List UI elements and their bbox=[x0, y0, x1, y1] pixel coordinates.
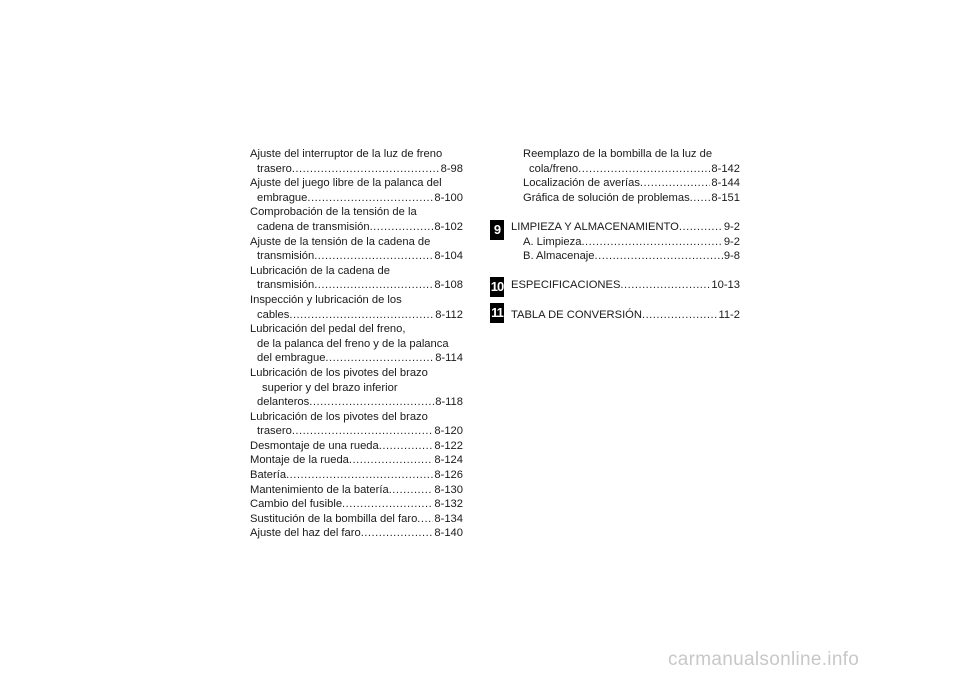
chapter-tab-10: 10 bbox=[490, 277, 504, 297]
toc-entry-title: del embrague bbox=[257, 352, 326, 365]
toc-line bbox=[511, 235, 740, 250]
toc-page-number: 8-102 bbox=[434, 220, 463, 233]
toc-page-number: 9-2 bbox=[723, 220, 740, 233]
toc-entry-title: Reemplazo de la bombilla de la luz de bbox=[523, 148, 713, 160]
toc-entry-title: cables bbox=[257, 308, 290, 321]
toc-entry-title: embrague bbox=[257, 191, 308, 204]
toc-page-number: 9-2 bbox=[723, 235, 740, 248]
dot-leader bbox=[361, 526, 434, 541]
dot-leader bbox=[690, 191, 711, 206]
toc-page-number: 11-2 bbox=[718, 308, 740, 321]
toc-line bbox=[511, 278, 740, 293]
toc-line bbox=[250, 337, 463, 352]
toc-line bbox=[250, 468, 463, 483]
toc-line bbox=[250, 220, 463, 235]
toc-entry-title: Lubricación de los pivotes del brazo bbox=[250, 410, 428, 423]
chapter-tab-9: 9 bbox=[490, 220, 504, 240]
dot-leader bbox=[289, 308, 434, 323]
toc-section-title: ESPECIFICACIONES bbox=[511, 279, 621, 292]
toc-page-number: 8-122 bbox=[434, 439, 463, 452]
section-gap bbox=[511, 293, 740, 308]
toc-line bbox=[250, 351, 463, 366]
toc-page-number: 8-100 bbox=[434, 191, 463, 204]
toc-page-number: 8-130 bbox=[434, 483, 463, 496]
toc-line bbox=[250, 278, 463, 293]
toc-entry-title: transmisión bbox=[257, 250, 315, 263]
toc-entry-title: Lubricación de los pivotes del brazo bbox=[250, 366, 428, 379]
dot-leader bbox=[314, 249, 433, 264]
toc-line bbox=[250, 308, 463, 323]
dot-leader bbox=[620, 278, 710, 293]
dot-leader bbox=[679, 220, 723, 235]
toc-page-number: 8-142 bbox=[711, 162, 740, 175]
toc-line bbox=[250, 293, 463, 308]
dot-leader bbox=[292, 424, 434, 439]
toc-page-number: 8-151 bbox=[711, 191, 740, 204]
dot-leader bbox=[595, 249, 723, 264]
toc-page-number: 10-13 bbox=[711, 279, 740, 292]
toc-line bbox=[250, 424, 463, 439]
toc-entry-title: Lubricación del pedal del freno, bbox=[250, 323, 406, 336]
toc-line bbox=[511, 191, 740, 206]
toc-line bbox=[250, 439, 463, 454]
toc-entry-title: Ajuste del juego libre de la palanca del bbox=[250, 177, 442, 190]
toc-line bbox=[250, 395, 463, 410]
dot-leader bbox=[314, 278, 433, 293]
dot-leader bbox=[581, 235, 722, 250]
dot-leader bbox=[379, 439, 434, 454]
toc-line bbox=[250, 381, 463, 396]
toc-line bbox=[511, 249, 740, 264]
toc-page-number: 9-8 bbox=[723, 250, 740, 263]
toc-line bbox=[250, 526, 463, 541]
toc-line bbox=[511, 176, 740, 191]
toc-entry-title: A. Limpieza bbox=[523, 235, 582, 248]
toc-page-number: 8-112 bbox=[435, 308, 463, 321]
toc-entry-title: Ajuste de la tensión de la cadena de bbox=[250, 235, 431, 248]
dot-leader bbox=[292, 162, 440, 177]
dot-leader bbox=[286, 468, 433, 483]
toc-entry-title: de la palanca del freno y de la palanca bbox=[257, 337, 449, 350]
dot-leader bbox=[417, 512, 433, 527]
dot-leader bbox=[325, 351, 434, 366]
toc-left-column bbox=[250, 147, 463, 541]
toc-entry-title: Desmontaje de una rueda bbox=[250, 439, 379, 452]
dot-leader bbox=[349, 453, 433, 468]
dot-leader bbox=[309, 395, 434, 410]
toc-line bbox=[250, 264, 463, 279]
toc-line bbox=[250, 176, 463, 191]
toc-entry-title: Mantenimiento de la batería bbox=[250, 483, 389, 496]
toc-page-number: 8-126 bbox=[434, 469, 463, 482]
toc-entry-title: trasero bbox=[257, 425, 292, 438]
toc-page-number: 8-118 bbox=[435, 396, 463, 409]
toc-page-number: 8-140 bbox=[434, 527, 463, 540]
toc-right-column bbox=[511, 147, 740, 322]
toc-entry-title: Ajuste del interruptor de la luz de freno bbox=[250, 148, 443, 160]
section-gap bbox=[511, 205, 740, 220]
toc-section-title: TABLA DE CONVERSIÓN bbox=[511, 308, 642, 321]
toc-entry-title: Ajuste del haz del faro bbox=[250, 527, 361, 540]
toc-line bbox=[250, 235, 463, 250]
dot-leader bbox=[370, 220, 434, 235]
toc-entry-title: cadena de transmisión bbox=[257, 220, 370, 233]
toc-line bbox=[511, 220, 740, 235]
toc-page-number: 8-134 bbox=[434, 512, 463, 525]
toc-entry-title: Gráfica de solución de problemas bbox=[523, 191, 690, 204]
toc-page-number: 8-114 bbox=[435, 352, 463, 365]
toc-page-number: 8-104 bbox=[434, 250, 463, 263]
toc-line bbox=[250, 249, 463, 264]
dot-leader bbox=[640, 176, 710, 191]
dot-leader bbox=[578, 162, 710, 177]
toc-line bbox=[250, 410, 463, 425]
toc-entry-title: Cambio del fusible bbox=[250, 498, 343, 511]
dot-leader bbox=[307, 191, 433, 206]
toc-entry-title: Lubricación de la cadena de bbox=[250, 264, 390, 277]
toc-line bbox=[250, 497, 463, 512]
toc-entry-title: Batería bbox=[250, 469, 287, 482]
toc-line bbox=[250, 512, 463, 527]
section-gap bbox=[511, 264, 740, 279]
toc-line bbox=[250, 366, 463, 381]
toc-page-number: 8-132 bbox=[434, 498, 463, 511]
dot-leader bbox=[389, 483, 434, 498]
toc-line bbox=[250, 483, 463, 498]
toc-entry-title: cola/freno bbox=[529, 162, 579, 175]
toc-entry-title: Comprobación de la tensión de la bbox=[250, 206, 417, 219]
chapter-tab-11: 11 bbox=[490, 303, 504, 323]
toc-line bbox=[511, 308, 740, 323]
toc-line bbox=[250, 453, 463, 468]
dot-leader bbox=[342, 497, 433, 512]
toc-entry-title: Montaje de la rueda bbox=[250, 454, 349, 467]
toc-entry-title: superior y del brazo inferior bbox=[262, 381, 398, 394]
toc-page-number: 8-98 bbox=[440, 162, 463, 175]
toc-line bbox=[250, 191, 463, 206]
toc-entry-title: transmisión bbox=[257, 279, 315, 292]
toc-entry-title: Sustitución de la bombilla del faro bbox=[250, 512, 418, 525]
toc-line bbox=[250, 205, 463, 220]
dot-leader bbox=[642, 308, 717, 323]
toc-page-number: 8-108 bbox=[434, 279, 463, 292]
toc-entry-title: delanteros bbox=[257, 396, 310, 409]
toc-page-number: 8-120 bbox=[434, 425, 463, 438]
toc-line bbox=[511, 162, 740, 177]
toc-line bbox=[250, 147, 463, 162]
toc-entry-title: Localización de averías bbox=[523, 177, 640, 190]
toc-page-number: 8-124 bbox=[434, 454, 463, 467]
toc-line bbox=[250, 322, 463, 337]
toc-page-number: 8-144 bbox=[711, 177, 740, 190]
toc-entry-title: B. Almacenaje bbox=[523, 250, 595, 263]
toc-line bbox=[511, 147, 740, 162]
toc-entry-title: Inspección y lubricación de los bbox=[250, 293, 402, 306]
toc-section-title: LIMPIEZA Y ALMACENAMIENTO bbox=[511, 220, 679, 233]
watermark: carmanualsonline.info bbox=[668, 649, 860, 670]
toc-entry-title: trasero bbox=[257, 162, 292, 175]
toc-line bbox=[250, 162, 463, 177]
